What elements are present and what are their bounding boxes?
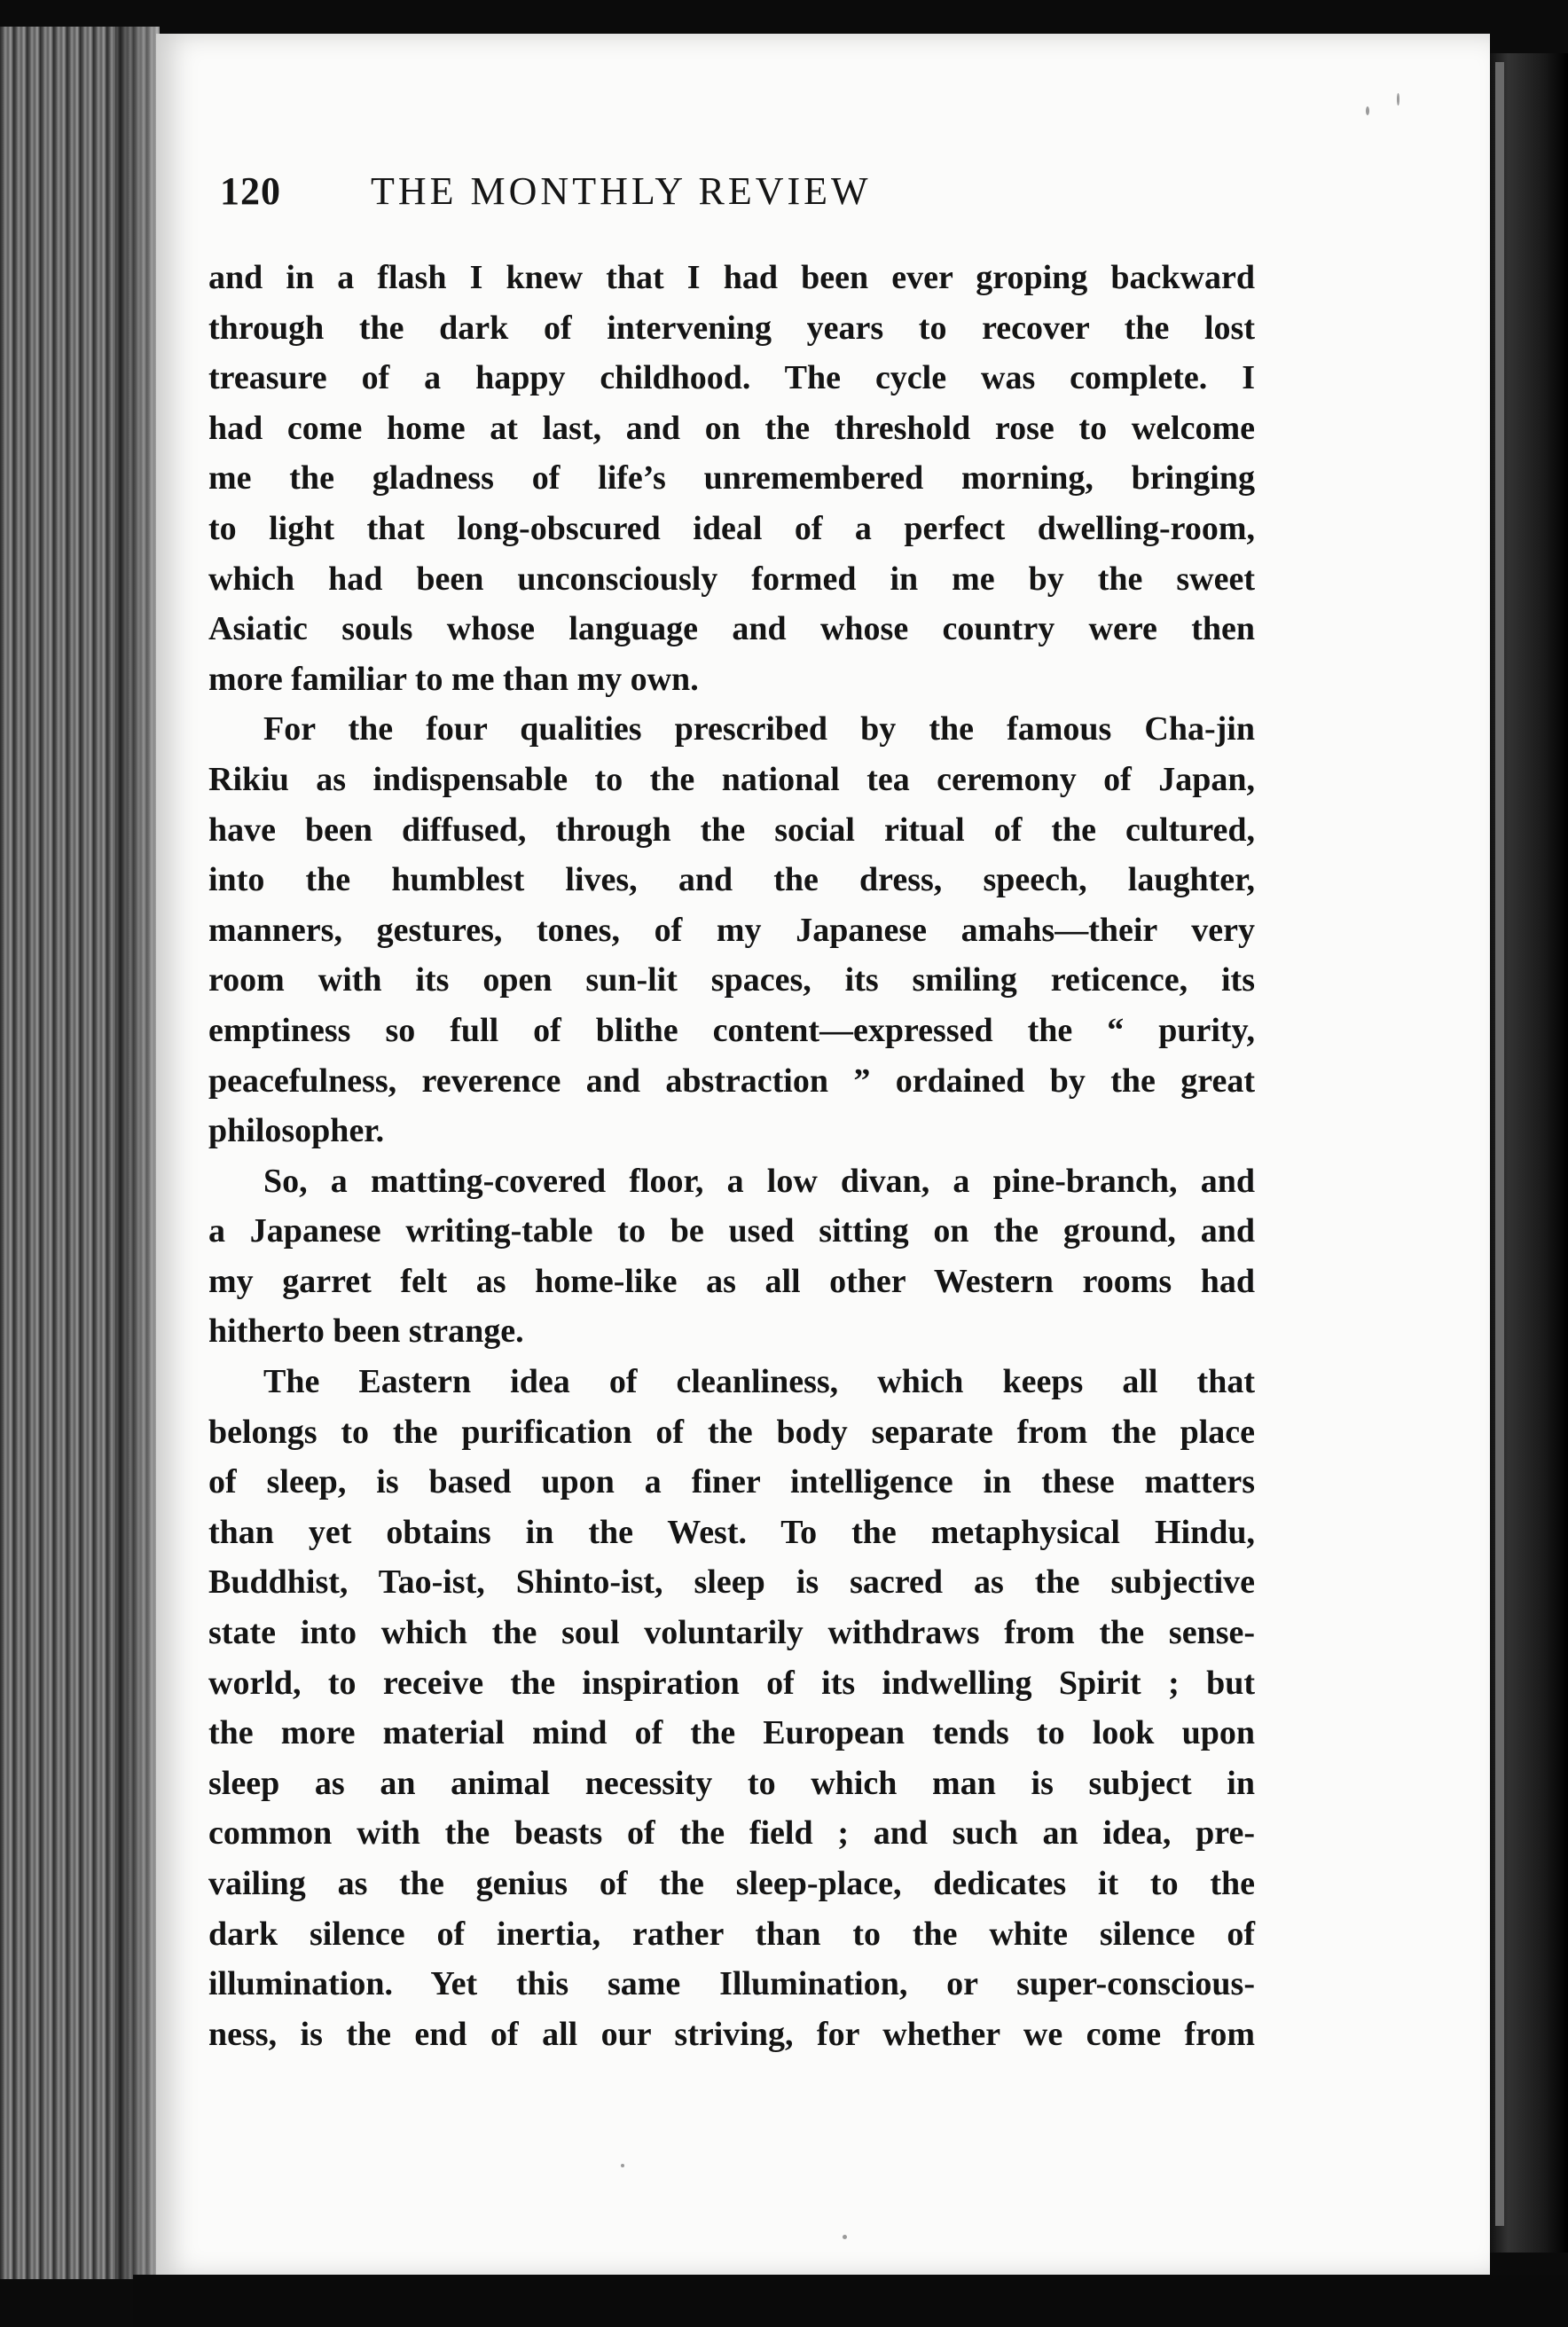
text-line: to light that long-obscured ideal of a perfect dwelling-room, — [208, 509, 1255, 547]
text-line: sleep as an animal necessity to which man is subject in — [208, 1764, 1255, 1802]
text-line: dark silence of inertia, rather than to the white silence of — [208, 1915, 1255, 1953]
text-line: a Japanese writing-table to be used sitting on the ground, and — [208, 1212, 1255, 1250]
text-line: than yet obtains in the West. To the metaphysical Hindu, — [208, 1513, 1255, 1551]
page-number: 120 — [220, 169, 281, 213]
text-line: peacefulness, reverence and abstraction ” ordained by the great — [208, 1062, 1255, 1100]
text-line: So, a matting-covered floor, a low divan, a pine-branch, and — [263, 1162, 1255, 1200]
text-line: emptiness so full of blithe content—expressed the “ purity, — [208, 1011, 1255, 1049]
text-line: had come home at last, and on the threshold rose to welcome — [208, 409, 1255, 447]
text-line: hitherto been strange. — [208, 1312, 524, 1351]
text-line: philosopher. — [208, 1112, 385, 1150]
running-title: THE MONTHLY REVIEW — [371, 169, 872, 213]
text-line: manners, gestures, tones, of my Japanese amahs—their very — [208, 911, 1255, 949]
scan-speck — [843, 2235, 847, 2239]
text-line: world, to receive the inspiration of its indwelling Spirit ; but — [208, 1664, 1255, 1702]
text-line: ness, is the end of all our striving, for whether we come from — [208, 2015, 1255, 2053]
text-line: me the gladness of life’s unremembered morning, bringing — [208, 459, 1255, 498]
text-line: of sleep, is based upon a finer intelligence in these matters — [208, 1463, 1255, 1501]
scan-bottom-border — [133, 2275, 1568, 2327]
page-header — [220, 149, 1220, 238]
text-line: room with its open sun-lit spaces, its smiling reticence, its — [208, 961, 1255, 999]
text-line: and in a flash I knew that I had been ever groping backward — [208, 259, 1255, 296]
text-line: The Eastern idea of cleanliness, which keeps all that — [263, 1363, 1255, 1401]
text-line: treasure of a happy childhood. The cycle was complete. I — [208, 359, 1255, 397]
text-line: Asiatic souls whose language and whose country were then — [208, 610, 1255, 648]
next-page-edge-highlight — [1495, 62, 1504, 2226]
text-line: Rikiu as indispensable to the national tea ceremony of Japan, — [208, 760, 1255, 798]
scan-speck — [1366, 106, 1369, 115]
text-line: which had been unconsciously formed in me by the sweet — [208, 560, 1255, 598]
text-line: common with the beasts of the field ; and such an idea, pre- — [208, 1814, 1255, 1853]
text-line: my garret felt as home-like as all other Western rooms had — [208, 1262, 1255, 1300]
text-line: illumination. Yet this same Illumination, or super-conscious- — [208, 1965, 1255, 2003]
text-line: Buddhist, Tao-ist, Shinto-ist, sleep is sacred as the subjective — [208, 1563, 1255, 1602]
scan-speck — [621, 2164, 624, 2167]
text-line: vailing as the genius of the sleep-place, dedicates it to the — [208, 1865, 1255, 1902]
gutter-shadow — [115, 27, 160, 2279]
text-line: For the four qualities prescribed by the famous Cha-jin — [263, 710, 1255, 748]
body-text — [208, 253, 1255, 2059]
text-line: have been diffused, through the social ritual of the cultured, — [208, 811, 1255, 849]
text-line: through the dark of intervening years to recover the lost — [208, 309, 1255, 347]
text-line: more familiar to me than my own. — [208, 660, 699, 698]
text-line: belongs to the purification of the body separate from the place — [208, 1413, 1255, 1451]
text-line: state into which the soul voluntarily withdraws from the sense- — [208, 1614, 1255, 1652]
text-line: into the humblest lives, and the dress, speech, laughter, — [208, 861, 1255, 899]
text-line: the more material mind of the European tends to look upon — [208, 1714, 1255, 1752]
scan-speck — [1397, 93, 1399, 106]
